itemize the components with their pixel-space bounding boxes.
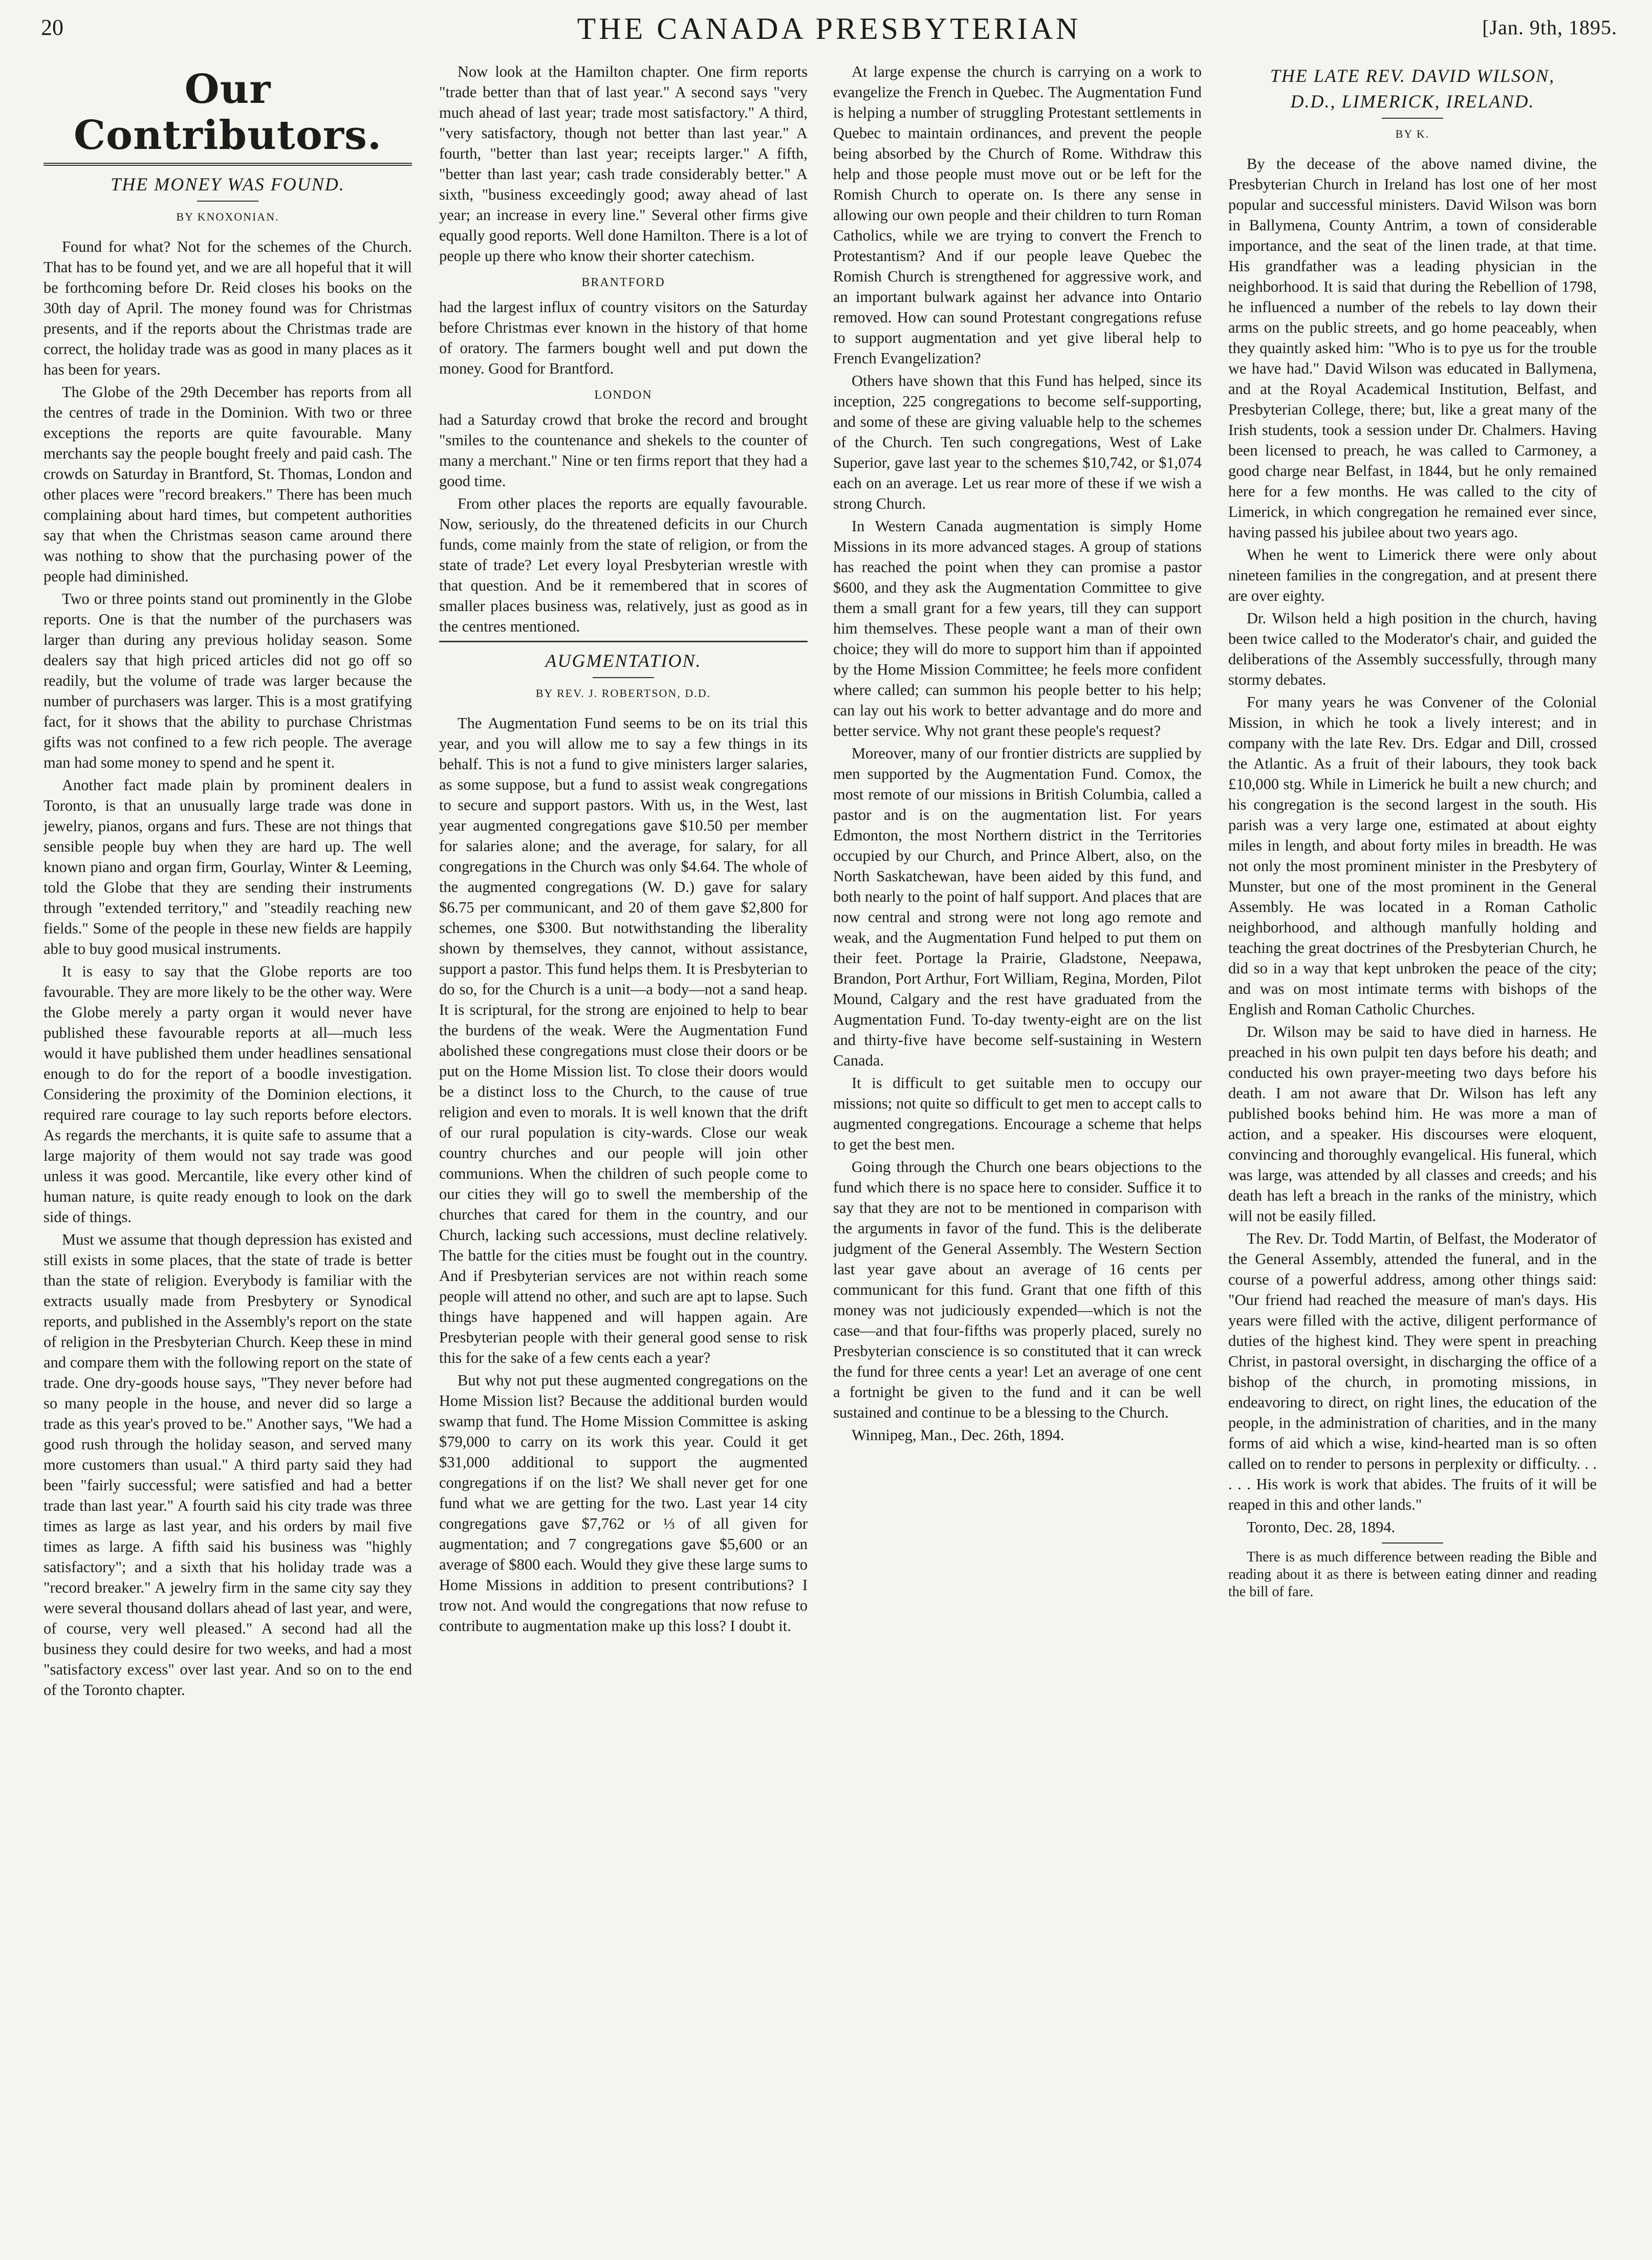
article-title-wilson-line1: THE LATE REV. DAVID WILSON,	[1270, 66, 1555, 86]
column-4	[1228, 61, 1597, 2242]
article-paragraph: For many years he was Convener of the Colonial Mission, in which he took a lively interest; and in company with the late Rev. Drs. Edgar and Dill, crossed the Atlantic. As a fruit of their labours, they took back £10,000 stg. While in Limerick he built a new church; and his congregation is the second largest in the south. His parish was a very large one, estimated at about eighty miles in length, and about forty miles in breadth. He was not only the most prominent minister in the Presbytery of Munster, but one of the most prominent in the General Assembly. He was located in a Roman Catholic neighborhood, and although manfully holding and teaching the great doctrines of the Presbyterian Church, he did so in a way that kept unbroken the peace of the city; and was on most intimate terms with bishops of the English and Roman Catholic Churches.	[1228, 693, 1597, 1018]
article-paragraph: Dr. Wilson held a high position in the church, having been twice called to the Moderator's chair, and guided the deliberations of the Assembly successfully, through many stormy debates.	[1228, 610, 1597, 688]
filler-quote: There is as much difference between reading the Bible and reading about it as there is between eating dinner and reading the bill of fare.	[1228, 1549, 1597, 1600]
title-rule	[197, 201, 258, 202]
article-paragraph: Dr. Wilson may be said to have died in harness. He preached in his own pulpit ten days before his death; and conducted his own prayer-meeting two days before his death. I am not aware that Dr. Wilson has left any published books behind him. He was more a man of action, and a speaker. His discourses were eloquent, convincing and thoroughly evangelical. His funeral, which was large, was attended by all classes and creeds; and his death has left a breach in the ranks of the ministry, which will not be easily filled.	[1228, 1023, 1597, 1225]
article-paragraph: Two or three points stand out prominently in the Globe reports. One is that the number of the purchasers was larger than during any previous holiday season. Some dealers say that high priced articles did not go off so readily, but the volume of trade was larger because the number of purchasers was larger. This is a most gratifying fact, for it shows that the ability to purchase Christmas gifts was not confined to a few rich people. The average man had some money to spend and he spent it.	[44, 590, 412, 771]
issue-date: [Jan. 9th, 1895.	[1482, 16, 1617, 39]
article-paragraph: Must we assume that though depression has existed and still exists in some places, that the state of trade is better than the state of religion. Everybody is familiar with the extracts usually made from Presbytery or Synodical reports, and published in the Assembly's report on the state of religion in the Presbyterian Church. Keep these in mind and compare them with the following report on the state of trade. One dry-goods house says, "They never before had so many people in the house, and never did so large a trade as this year's proved to be." Another says, "We had a good rush through the holiday season, and served many more customers than usual." A third party said they had been "fairly successful; were satisfied and had a better trade than last year." A fourth said his city trade was three times as large as last year, and his orders by mail five times as large. A fifth said his business was "highly satisfactory"; and a sixth that his holiday trade was a "record breaker." A jewelry firm in the same city say they were several thousand dollars ahead of last year, and were, of course, very well pleased." A second had all the business they could desire for two weeks, and had a most "satisfactory excess" over last year. And so on to the end of the Toronto chapter.	[44, 1231, 412, 1699]
article-paragraph: Now look at the Hamilton chapter. One firm reports "trade better than that of last year." A second says "very much ahead of last year; trade most satisfactory." A third, "very satisfactory, though not better than last year." A fourth, "better than last year; receipts larger." A fifth, "better than last year; cash trade considerably better." A sixth, "business exceedingly good; away ahead of last year; an increase in every line." Several other firms give equally good reports. Well done Hamilton. There is a lot of people up there who know their shorter catechism.	[439, 63, 808, 265]
article-byline-knoxonian: BY KNOXONIAN.	[176, 210, 279, 223]
article-paragraph: When he went to Limerick there were only about nineteen families in the congregation, and at present there are over eighty.	[1228, 546, 1597, 604]
section-heading: Our Contributors.	[73, 66, 382, 159]
article-paragraph: had the largest influx of country visitors on the Saturday before Christmas ever known in the history of that home of oratory. The farmers bought well and put down the money. Good for Brantford.	[439, 298, 808, 377]
article-paragraph: By the decease of the above named divine, the Presbyterian Church in Ireland has lost one of her most popular and successful ministers. David Wilson was born in Ballymena, County Antrim, a town of considerable importance, and the seat of the linen trade, at that time. His grandfather was a leading physician in the neighborhood. It is said that during the Rebellion of 1798, he influenced a number of the rebels to lay down their arms on the public streets, and go home peaceably, when they quaintly asked him: "Who is to pye us for the trouble we have had." David Wilson was educated in Ballymena, and at the Royal Academical Institution, Belfast, and Presbyterian College, there; but, like a great many of the Irish students, took a session under Dr. Chalmers. Having been licensed to preach, he was called to Carmoney, a good charge near Belfast, in 1844, but he only remained here for a few months. He was called to the city of Limerick, in which congregation he remained ever since, having passed his jubilee about two years ago.	[1228, 155, 1597, 541]
article-paragraph: The Globe of the 29th December has reports from all the centres of trade in the Dominion. With two or three exceptions the reports are quite favourable. Many merchants say the people bought freely and paid cash. The crowds on Saturday in Brantford, St. Thomas, London and other places were "record breakers." There has been much complaining about hard times, but competent authorities say that when the Christmas season came around there was nothing to show that the purchasing power of the people had diminished.	[44, 383, 412, 585]
article-byline-k: BY K.	[1395, 127, 1430, 140]
article-signoff-toronto: Toronto, Dec. 28, 1894.	[1247, 1518, 1396, 1536]
page-number: 20	[41, 15, 63, 40]
article-paragraph: It is easy to say that the Globe reports are too favourable. They are more likely to be the other way. Were the Globe merely a party organ it would never have published these favourable reports at all—much less would it have published them under headlines sensational enough to do for the report of a boodle investigation. Considering the proximity of the Dominion elections, it required rare courage to lay such reports before electors. As regards the merchants, it is quite safe to assume that a large majority of them would not say trade was good unless it was good. Mercantile, like every other kind of human nature, is quite ready enough to look on the dark side of things.	[44, 963, 412, 1226]
article-paragraph: had a Saturday crowd that broke the record and brought "smiles to the countenance and shekels to the counter of many a merchant." Nine or ten firms report that they had a good time.	[439, 411, 808, 490]
article-paragraph: But why not put these augmented congregations on the Home Mission list? Because the additional burden would swamp that fund. The Home Mission Committee is asking $79,000 to carry on its work this year. Could it get $31,000 additional to support the augmented congregations if on the list? We shall never get for one fund what we are getting for the two. Last year 14 city congregations gave $7,762 or ⅓ of all given for augmentation; and 7 congregations gave $5,600 or an average of $800 each. Would they give these large sums to Home Missions in addition to present contributions? I trow not. And would the congregations that now refuse to contribute to augmentation make up this loss? I doubt it.	[439, 1372, 808, 1635]
subhead-london: LONDON	[594, 388, 653, 402]
article-paragraph: Others have shown that this Fund has helped, since its inception, 225 congregations to become self-supporting, and some of these are giving valuable help to the schemes of the Church. Ten such congregations, West of Lake Superior, gave last year to the schemes $10,742, or $1,074 each on an average. Let us rear more of these if we wish a strong Church.	[833, 372, 1202, 512]
masthead	[41, 14, 1617, 50]
article-byline-robertson: BY REV. J. ROBERTSON, D.D.	[535, 687, 711, 700]
title-rule	[593, 677, 654, 678]
subhead-brantford: BRANTFORD	[581, 276, 665, 289]
article-title-money-found: THE MONEY WAS FOUND.	[111, 174, 345, 194]
column-3	[833, 61, 1202, 2242]
heading-rule	[44, 163, 412, 166]
article-paragraph: At large expense the church is carrying on a work to evangelize the French in Quebec. The Augmentation Fund is helping a number of struggling Protestant settlements in Quebec to maintain ordinances, and prevent the people being absorbed by the Church of Rome. Withdraw this help and those people must move out or be left for the Romish Church to operate on. Is there any sense in allowing our own people and their children to turn Roman Catholics, while we are trying to convert the French to Protestantism? And if our people leave Quebec the Romish Church is strengthened for aggressive work, and an important bulwark against her advance into Ontario removed. How can sound Protestant congregations refuse to support augmentation and yet give liberal help to French Evangelization?	[833, 63, 1202, 367]
column-1	[44, 61, 412, 2242]
article-paragraph: It is difficult to get suitable men to occupy our missions; not quite so difficult to get men to accept calls to augmented congregations. Encourage a scheme that helps to get the best men.	[833, 1074, 1202, 1153]
newspaper-title: THE CANADA PRESBYTERIAN	[577, 12, 1081, 46]
article-paragraph: Going through the Church one bears objections to the fund which there is no space here to consider. Suffice it to say that they are not to be mentioned in comparison with the arguments in favor of the fund. This is the deliberate judgment of the General Assembly. The Western Section last year gave about an average of 16 cents per communicant for this fund. Grant that one fifth of this money was not judiciously expended—which is not the case—and that four-fifths was properly placed, surely no Presbyterian conscience is so constituted that it can wreck the fund for three cents a year! Let an average of one cent a fortnight be given to the fund and it can be well sustained and continue to be a blessing to the Church.	[833, 1158, 1202, 1421]
article-paragraph: From other places the reports are equally favourable. Now, seriously, do the threatened deficits in our Church funds, come mainly from the state of religion, or from the state of trade? Let every loyal Presbyterian wrestle with that question. And be it remembered that in scores of smaller places business was, relatively, just as good as in the centres mentioned.	[439, 495, 808, 635]
article-divider	[439, 641, 808, 642]
article-paragraph: Moreover, many of our frontier districts are supplied by men supported by the Augmentation Fund. Comox, the most remote of our missions in British Columbia, called a pastor and is on the augmentation list. For years Edmonton, the most Northern district in the Territories occupied by our Church, and Prince Albert, also, on the North Saskatchewan, have been aided by this fund, and both nearly to the point of half support. And places that are now central and strong were not long ago remote and weak, and the Augmentation Fund helped to put them on their feet. Portage la Prairie, Gladstone, Neepawa, Brandon, Port Arthur, Fort William, Regina, Morden, Pilot Mound, Calgary and the rest have graduated from the Augmentation Fund. To-day twenty-eight are on the list and thirty-five have become self-sustaining in Western Canada.	[833, 745, 1202, 1069]
title-rule	[1382, 118, 1443, 119]
article-paragraph: Found for what? Not for the schemes of the Church. That has to be found yet, and we are all hopeful that it will be forthcoming before Dr. Reid closes his books on the 30th day of April. The money found was for Christmas presents, and if the reports about the Christmas trade are correct, the holiday trade was as good in many places as it has been for years.	[44, 238, 412, 378]
article-paragraph: In Western Canada augmentation is simply Home Missions in its more advanced stages. A group of stations has reached the point when they can promise a pastor $600, and they ask the Augmentation Committee to give them a small grant for a few years, till they can support him themselves. These people want a man of their own choice; they will do more to support him than if appointed by the Home Mission Committee; he feels more confident where called; can summon his people better to his help; can lay out his work to better advantage and do more and better service. Why not grant these people's request?	[833, 517, 1202, 740]
article-paragraph: Another fact made plain by prominent dealers in Toronto, is that an unusually large trade was done in jewelry, pianos, organs and furs. These are not things that sensible people buy when they are hard up. The well known piano and organ firm, Gourlay, Winter & Leeming, told the Globe that they are sending their instruments through "extended territory," and "steadily reaching new fields." Some of the people in these new fields are happily able to buy good musical instruments.	[44, 776, 412, 958]
column-2	[439, 61, 808, 2242]
article-signoff-winnipeg: Winnipeg, Man., Dec. 26th, 1894.	[852, 1426, 1064, 1444]
article-paragraph: The Augmentation Fund seems to be on its trial this year, and you will allow me to say a few things in its behalf. This is not a fund to give ministers larger salaries, as some suppose, but a fund to assist weak congregations to secure and support pastors. With us, in the West, last year augmented congregations gave $10.50 per member for salaries alone; and the average, for salary, for all congregations in the Church was only $4.64. The whole of the augmented congregations (W. D.) gave for salary $6.75 per communicant, and 20 of them gave $2,800 for schemes, one $300. But notwithstanding the liberality shown by themselves, they cannot, without assistance, support a pastor. This fund helps them. It is Presbyterian to do so, for the Church is a unit—a body—not a sand heap. It is scriptural, for the strong are enjoined to help to bear the burdens of the weak. Were the Augmentation Fund abolished these congregations must close their doors or be put on the Home Mission list. To close their doors would be a distinct loss to the Church, to the cause of true religion and even to morals. It is well known that the drift of our rural population is city-wards. Close our weak country churches and our people will join other communions. When the children of such people come to our cities they will go to swell the membership of the churches that cared for them in the country, and our Church, lacking such accessions, must decline relatively. The battle for the cities must be fought out in the country. And if Presbyterian services are not within reach some people will attend no other, and such are apt to lapse. Such things have happened and will happen again. Are Presbyterian people with their general good sense to risk this for the sake of a few cents each a year?	[439, 714, 808, 1366]
article-paragraph: The Rev. Dr. Todd Martin, of Belfast, the Moderator of the General Assembly, attended the funeral, and in the course of a powerful address, among other things said: "Our friend had reached the measure of man's days. His years were filled with the active, diligent performance of duties of the highest kind. They were spent in preaching Christ, in pastoral oversight, in discharging the office of a bishop of the church, in promoting missions, in endeavoring to direct, on right lines, the education of the people, in the administration of charities, and in the many forms of aid which a wise, kind-hearted man is so often called on to render to persons in perplexity or difficulty. . . . . . His work is work that abides. The fruits of it will be reaped in this and other lands."	[1228, 1230, 1597, 1513]
article-title-wilson-line2: D.D., LIMERICK, IRELAND.	[1290, 91, 1535, 112]
article-title-augmentation: AUGMENTATION.	[545, 650, 702, 671]
filler-rule	[1382, 1542, 1443, 1544]
